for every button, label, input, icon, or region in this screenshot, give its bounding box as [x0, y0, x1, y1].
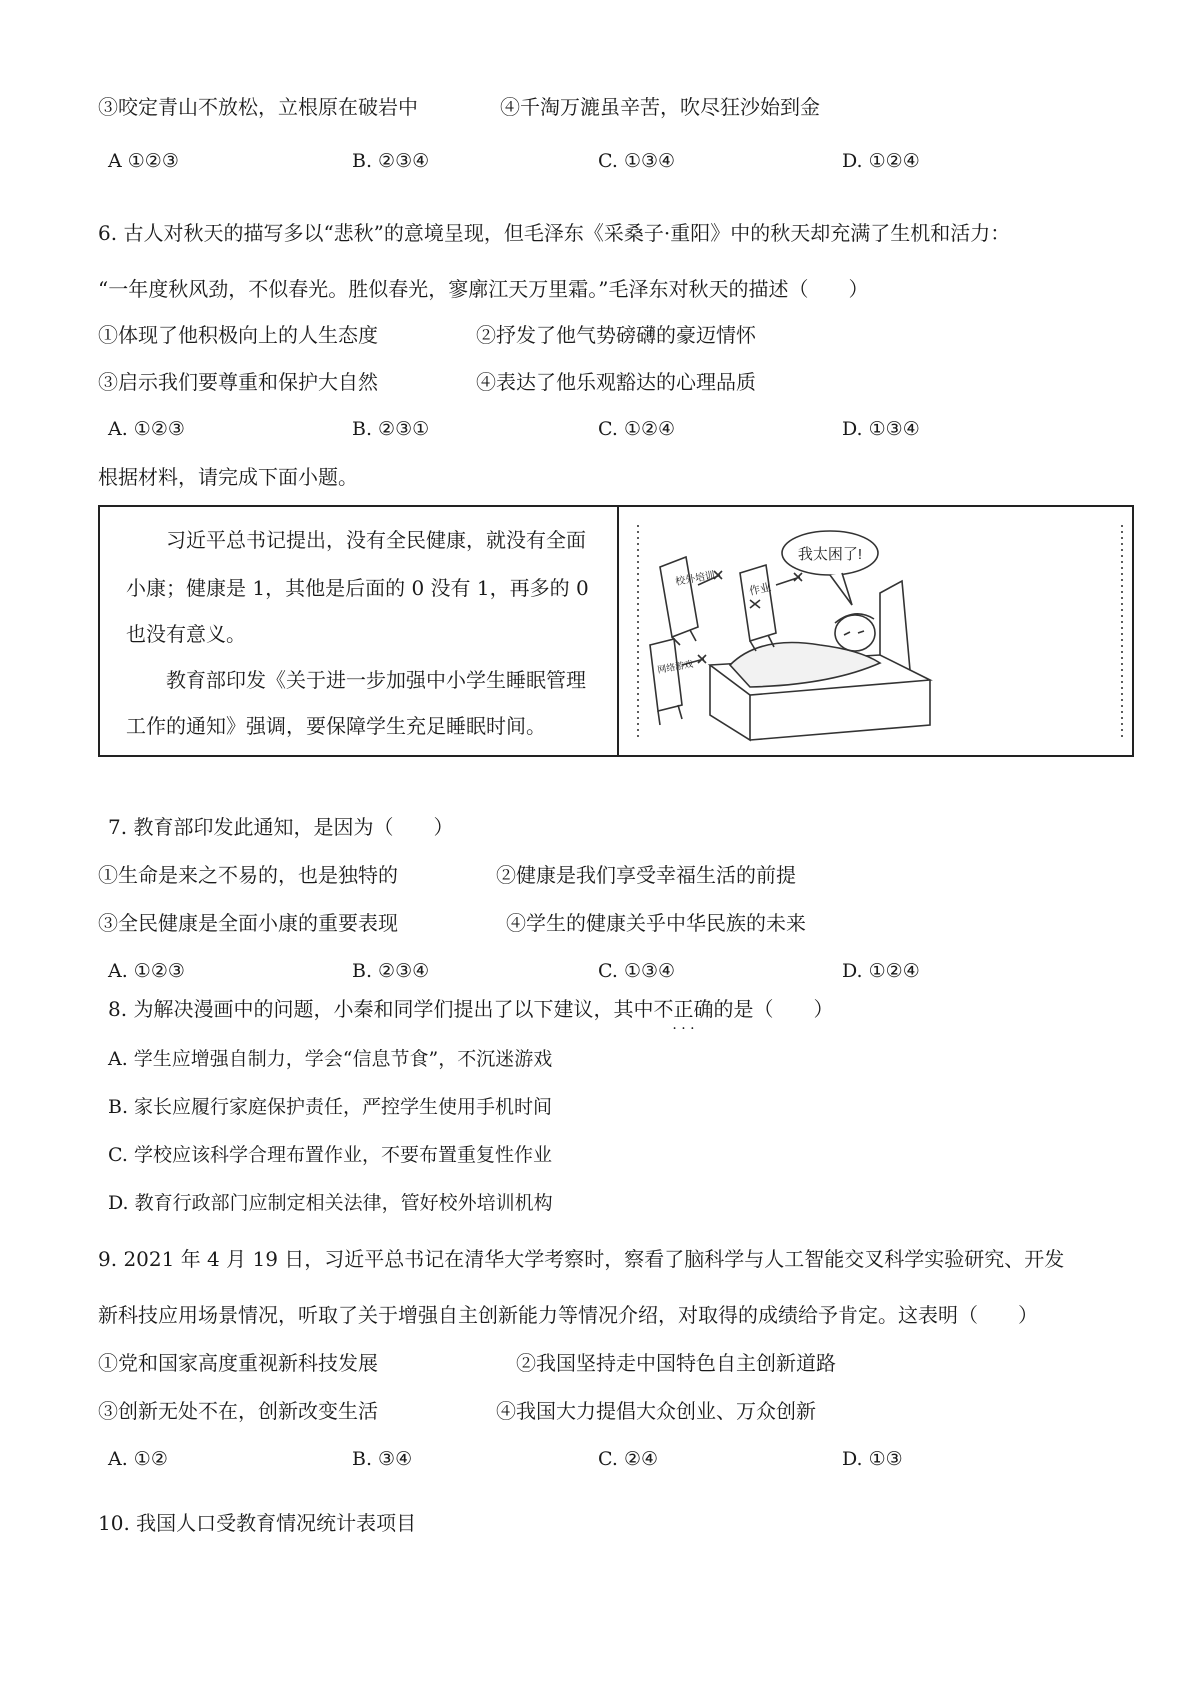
cartoon-illustration [630, 515, 1130, 751]
tutoring-book [660, 557, 698, 637]
q7-item-2: ②健康是我们享受幸福生活的前提 [496, 863, 796, 887]
box-divider [617, 507, 619, 755]
q8-option-b: B. 家长应履行家庭保护责任，严控学生使用手机时间 [108, 1096, 553, 1118]
q8-stem [108, 996, 834, 1037]
option-c: C. ①③④ [598, 150, 676, 172]
speech-tail [830, 573, 852, 605]
material-intro: 根据材料，请完成下面小题。 [98, 465, 358, 489]
homework-book [740, 565, 776, 641]
q9-option-c: C. ②④ [598, 1448, 659, 1470]
q6-stem-line2: “一年度秋风劲，不似春光。胜似春光，寥廓江天万里霜。”毛泽东对秋天的描述（ ） [98, 277, 869, 301]
q8-option-c: C. 学校应该科学合理布置作业，不要布置重复性作业 [108, 1144, 552, 1166]
q6-option-c: C. ①②④ [598, 418, 676, 440]
q9-item-3: ③创新无处不在，创新改变生活 [98, 1399, 378, 1423]
q9-option-a: A. ①② [108, 1448, 168, 1470]
q6-item-1: ①体现了他积极向上的人生态度 [98, 323, 378, 347]
q10-stem: 10. 我国人口受教育情况统计表项目 [98, 1511, 417, 1535]
material-para1-line1: 习近平总书记提出，没有全民健康，就没有全面 [166, 528, 586, 552]
option-d: D. ①②④ [842, 150, 920, 172]
material-para1-line3: 也没有意义。 [126, 622, 246, 646]
q9-option-b: B. ③④ [352, 1448, 413, 1470]
material-para1-line2: 小康；健康是 1，其他是后面的 0 没有 1，再多的 0 [126, 576, 589, 600]
q8-option-a: A. 学生应增强自制力，学会“信息节食”，不沉迷游戏 [108, 1048, 553, 1070]
q9-item-2: ②我国坚持走中国特色自主创新道路 [516, 1351, 836, 1375]
games-book [650, 639, 682, 711]
q9-option-d: D. ①③ [842, 1448, 903, 1470]
q6-stem-line1: 6. 古人对秋天的描写多以“悲秋”的意境呈现，但毛泽东《采桑子·重阳》中的秋天却充满了生机和活力： [98, 221, 1011, 245]
sleeper-head [835, 615, 875, 651]
q8-stem-before: 8. 为解决漫画中的问题，小秦和同学们提出了以下建议，其中 [108, 997, 654, 1021]
material-para2-line1: 教育部印发《关于进一步加强中小学生睡眠管理 [166, 668, 586, 692]
material-box [98, 505, 1134, 757]
games-label: 网络游戏 [656, 658, 694, 675]
q7-item-4: ④学生的健康关乎中华民族的未来 [506, 911, 806, 935]
homework-label: 作业 [748, 581, 773, 598]
q9-stem-line1: 9. 2021 年 4 月 19 日，习近平总书记在清华大学考察时，察看了脑科学与人工智能交叉科学实验研究、开发 [98, 1247, 1065, 1271]
q6-item-2: ②抒发了他气势磅礴的豪迈情怀 [476, 323, 756, 347]
emphasis-dots: · · · [672, 1021, 695, 1037]
q7-option-c: C. ①③④ [598, 960, 676, 982]
q7-option-d: D. ①②④ [842, 960, 920, 982]
q8-option-d: D. 教育行政部门应制定相关法律，管好校外培训机构 [108, 1192, 553, 1214]
option-a: A ①②③ [108, 150, 179, 172]
q9-item-4: ④我国大力提倡大众创业、万众创新 [496, 1399, 816, 1423]
bed-front-side [750, 680, 930, 740]
speech-text: 我太困了! [797, 546, 863, 563]
q6-option-b: B. ②③① [352, 418, 430, 440]
q7-item-1: ①生命是来之不易的，也是独特的 [98, 863, 398, 887]
material-para2-line2: 工作的通知》强调，要保障学生充足睡眠时间。 [126, 714, 546, 738]
q6-item-4: ④表达了他乐观豁达的心理品质 [476, 370, 756, 394]
item-3-line: ③咬定青山不放松，立根原在破岩中 [98, 95, 418, 119]
q6-option-d: D. ①③④ [842, 418, 920, 440]
item-4-line: ④千淘万漉虽辛苦，吹尽狂沙始到金 [500, 95, 820, 119]
q9-item-1: ①党和国家高度重视新科技发展 [98, 1351, 378, 1375]
q7-option-a: A. ①②③ [108, 960, 185, 982]
tutoring-label: 校外培训 [674, 570, 716, 588]
q6-option-a: A. ①②③ [108, 418, 185, 440]
option-b: B. ②③④ [352, 150, 430, 172]
q6-item-3: ③启示我们要尊重和保护大自然 [98, 370, 378, 394]
q7-stem: 7. 教育部印发此通知，是因为（ ） [108, 815, 454, 839]
q8-emphasis-text: 不正确 [653, 997, 714, 1021]
q7-option-b: B. ②③④ [352, 960, 430, 982]
homework-arm [776, 573, 802, 585]
q7-item-3: ③全民健康是全面小康的重要表现 [98, 911, 398, 935]
q8-stem-emphasis [653, 996, 714, 1037]
q8-stem-after: 的是（ ） [713, 997, 834, 1021]
q9-stem-line2: 新科技应用场景情况，听取了关于增强自主创新能力等情况介绍，对取得的成绩给予肯定。这表明（ ） [98, 1303, 1038, 1327]
